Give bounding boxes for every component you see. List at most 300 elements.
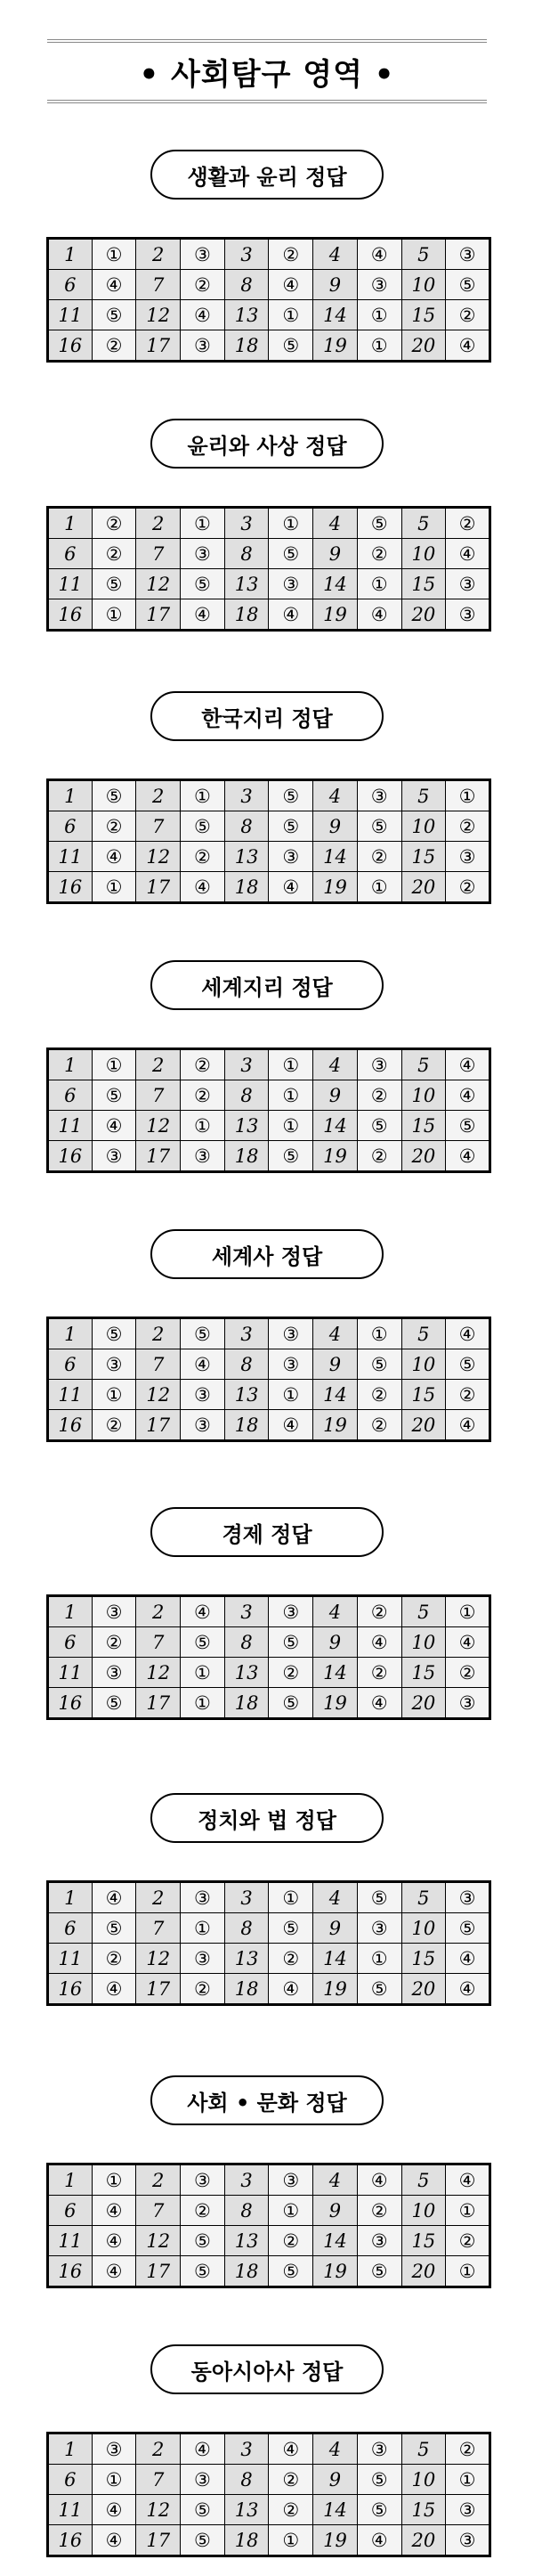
- question-number: 4: [313, 2164, 358, 2196]
- question-number: 10: [401, 2465, 446, 2495]
- answer-cell: ②: [92, 811, 136, 842]
- answer-cell: ④: [92, 2525, 136, 2556]
- answer-cell: ④: [181, 300, 225, 330]
- answer-cell: ③: [446, 1688, 490, 1719]
- answer-cell: ②: [181, 1080, 225, 1111]
- answer-cell: ②: [181, 1049, 225, 1080]
- answer-cell: ②: [446, 1658, 490, 1688]
- question-number: 9: [313, 1080, 358, 1111]
- answer-cell: ⑤: [357, 1349, 401, 1380]
- answer-cell: ①: [92, 239, 136, 270]
- answer-cell: ⑤: [269, 1913, 313, 1944]
- question-number: 17: [136, 872, 181, 903]
- question-number: 13: [224, 1111, 269, 1141]
- table-row: [48, 1111, 490, 1141]
- answer-cell: ③: [446, 1882, 490, 1913]
- answer-cell: ④: [357, 1627, 401, 1658]
- question-number: 6: [48, 1349, 93, 1380]
- question-number: 8: [224, 1349, 269, 1380]
- question-number: 1: [48, 239, 93, 270]
- answer-cell: ④: [92, 2495, 136, 2525]
- answer-cell: ①: [269, 1049, 313, 1080]
- question-number: 1: [48, 780, 93, 811]
- table-row: [48, 2525, 490, 2556]
- question-number: 4: [313, 508, 358, 539]
- section-title: 세계사 정답: [150, 1229, 384, 1279]
- question-number: 12: [136, 2226, 181, 2256]
- answer-cell: ②: [446, 1380, 490, 1410]
- answer-cell: ④: [269, 1974, 313, 2005]
- answer-cell: ④: [92, 2226, 136, 2256]
- question-number: 4: [313, 780, 358, 811]
- question-number: 14: [313, 842, 358, 872]
- question-number: 6: [48, 270, 93, 300]
- answer-cell: ③: [446, 569, 490, 599]
- question-number: 18: [224, 1410, 269, 1441]
- answer-cell: ④: [92, 2256, 136, 2287]
- answer-cell: ⑤: [357, 811, 401, 842]
- question-number: 10: [401, 270, 446, 300]
- question-number: 10: [401, 811, 446, 842]
- question-number: 8: [224, 270, 269, 300]
- answer-cell: ②: [92, 539, 136, 569]
- question-number: 7: [136, 1627, 181, 1658]
- section-title: 사회 • 문화 정답: [150, 2075, 384, 2125]
- answer-cell: ②: [181, 1974, 225, 2005]
- question-number: 6: [48, 1913, 93, 1944]
- question-number: 2: [136, 1596, 181, 1627]
- answer-cell: ④: [181, 2433, 225, 2465]
- answer-cell: ④: [357, 239, 401, 270]
- answer-cell: ⑤: [92, 1688, 136, 1719]
- table-row: [48, 1318, 490, 1349]
- answer-cell: ③: [181, 239, 225, 270]
- answer-cell: ③: [181, 1944, 225, 1974]
- answer-cell: ③: [446, 239, 490, 270]
- question-number: 20: [401, 330, 446, 362]
- answer-cell: ①: [446, 2196, 490, 2226]
- question-number: 9: [313, 1349, 358, 1380]
- question-number: 11: [48, 2226, 93, 2256]
- question-number: 6: [48, 539, 93, 569]
- question-number: 11: [48, 1111, 93, 1141]
- answer-cell: ⑤: [92, 780, 136, 811]
- question-number: 4: [313, 239, 358, 270]
- answer-cell: ③: [181, 1380, 225, 1410]
- answer-cell: ⑤: [181, 2495, 225, 2525]
- question-number: 10: [401, 539, 446, 569]
- question-number: 4: [313, 1882, 358, 1913]
- question-number: 4: [313, 1596, 358, 1627]
- table-row: [48, 1080, 490, 1111]
- question-number: 15: [401, 1111, 446, 1141]
- question-number: 7: [136, 539, 181, 569]
- answer-cell: ①: [92, 872, 136, 903]
- answer-cell: ①: [446, 2256, 490, 2287]
- answer-cell: ④: [446, 1080, 490, 1111]
- question-number: 13: [224, 1380, 269, 1410]
- answer-cell: ⑤: [357, 2465, 401, 2495]
- question-number: 17: [136, 2525, 181, 2556]
- answer-cell: ②: [269, 239, 313, 270]
- question-number: 5: [401, 508, 446, 539]
- answer-cell: ④: [92, 1974, 136, 2005]
- table-row: [48, 2196, 490, 2226]
- answer-cell: ③: [181, 1410, 225, 1441]
- answer-table: [46, 2163, 491, 2288]
- question-number: 17: [136, 1688, 181, 1719]
- page-title: • 사회탐구 영역 •: [139, 56, 395, 93]
- answer-cell: ①: [181, 1913, 225, 1944]
- answer-cell: ④: [92, 1111, 136, 1141]
- answer-cell: ④: [357, 1688, 401, 1719]
- section-title: 경제 정답: [150, 1507, 384, 1557]
- answer-cell: ④: [446, 539, 490, 569]
- answer-cell: ⑤: [446, 1111, 490, 1141]
- question-number: 2: [136, 2433, 181, 2465]
- question-number: 16: [48, 2525, 93, 2556]
- table-row: [48, 1380, 490, 1410]
- table-row: [48, 811, 490, 842]
- answer-cell: ④: [357, 2525, 401, 2556]
- question-number: 3: [224, 1882, 269, 1913]
- answer-cell: ④: [181, 1349, 225, 1380]
- question-number: 19: [313, 330, 358, 362]
- answer-cell: ②: [446, 300, 490, 330]
- question-number: 7: [136, 1080, 181, 1111]
- question-number: 19: [313, 1688, 358, 1719]
- question-number: 20: [401, 1974, 446, 2005]
- question-number: 19: [313, 599, 358, 631]
- question-number: 14: [313, 300, 358, 330]
- question-number: 7: [136, 1349, 181, 1380]
- answer-table: [46, 2432, 491, 2557]
- answer-cell: ①: [269, 2525, 313, 2556]
- table-row: [48, 599, 490, 631]
- answer-cell: ⑤: [92, 569, 136, 599]
- table-row: [48, 2465, 490, 2495]
- answer-cell: ⑤: [357, 2256, 401, 2287]
- question-number: 14: [313, 1111, 358, 1141]
- question-number: 14: [313, 1380, 358, 1410]
- table-row: [48, 2433, 490, 2465]
- section-title: 윤리와 사상 정답: [150, 419, 384, 469]
- question-number: 19: [313, 1974, 358, 2005]
- answer-cell: ①: [92, 1380, 136, 1410]
- question-number: 15: [401, 1380, 446, 1410]
- question-number: 9: [313, 1913, 358, 1944]
- question-number: 4: [313, 1318, 358, 1349]
- answer-cell: ④: [446, 2164, 490, 2196]
- answer-cell: ③: [357, 270, 401, 300]
- question-number: 20: [401, 2525, 446, 2556]
- answer-cell: ⑤: [92, 1318, 136, 1349]
- question-number: 18: [224, 599, 269, 631]
- answer-cell: ⑤: [357, 508, 401, 539]
- answer-cell: ⑤: [357, 1974, 401, 2005]
- question-number: 1: [48, 1049, 93, 1080]
- question-number: 2: [136, 239, 181, 270]
- question-number: 2: [136, 780, 181, 811]
- answer-cell: ③: [269, 569, 313, 599]
- answer-cell: ③: [92, 1658, 136, 1688]
- question-number: 18: [224, 2256, 269, 2287]
- answer-cell: ②: [446, 872, 490, 903]
- answer-cell: ②: [357, 1380, 401, 1410]
- question-number: 12: [136, 1944, 181, 1974]
- section-title: 동아시아사 정답: [150, 2344, 384, 2394]
- table-row: [48, 1658, 490, 1688]
- question-number: 2: [136, 1882, 181, 1913]
- answer-cell: ④: [446, 1944, 490, 1974]
- answer-cell: ④: [446, 1049, 490, 1080]
- answer-cell: ④: [357, 2164, 401, 2196]
- answer-cell: ⑤: [181, 811, 225, 842]
- question-number: 5: [401, 2164, 446, 2196]
- question-number: 10: [401, 2196, 446, 2226]
- answer-cell: ②: [446, 811, 490, 842]
- question-number: 5: [401, 2433, 446, 2465]
- question-number: 3: [224, 1049, 269, 1080]
- answer-cell: ⑤: [269, 330, 313, 362]
- question-number: 14: [313, 569, 358, 599]
- question-number: 18: [224, 330, 269, 362]
- answer-cell: ③: [357, 2226, 401, 2256]
- answer-cell: ①: [181, 1658, 225, 1688]
- answer-cell: ②: [357, 1080, 401, 1111]
- table-row: [48, 539, 490, 569]
- answer-cell: ③: [181, 2465, 225, 2495]
- answer-cell: ④: [446, 1627, 490, 1658]
- question-number: 1: [48, 2433, 93, 2465]
- question-number: 17: [136, 1141, 181, 1172]
- question-number: 3: [224, 1318, 269, 1349]
- question-number: 17: [136, 599, 181, 631]
- question-number: 13: [224, 300, 269, 330]
- answer-table: [46, 237, 491, 363]
- table-row: [48, 2226, 490, 2256]
- answer-cell: ④: [446, 1410, 490, 1441]
- question-number: 5: [401, 1882, 446, 1913]
- answer-cell: ③: [269, 842, 313, 872]
- question-number: 14: [313, 1944, 358, 1974]
- answer-cell: ②: [92, 508, 136, 539]
- answer-cell: ②: [357, 842, 401, 872]
- answer-cell: ①: [181, 508, 225, 539]
- answer-cell: ③: [357, 1913, 401, 1944]
- question-number: 11: [48, 1380, 93, 1410]
- answer-cell: ⑤: [446, 1349, 490, 1380]
- answer-cell: ④: [446, 330, 490, 362]
- answer-cell: ①: [181, 1111, 225, 1141]
- question-number: 15: [401, 569, 446, 599]
- answer-cell: ⑤: [92, 300, 136, 330]
- answer-cell: ⑤: [92, 1080, 136, 1111]
- table-row: [48, 239, 490, 270]
- answer-cell: ③: [357, 1049, 401, 1080]
- answer-cell: ③: [446, 2525, 490, 2556]
- table-row: [48, 1944, 490, 1974]
- question-number: 9: [313, 270, 358, 300]
- answer-cell: ③: [92, 2433, 136, 2465]
- answer-cell: ③: [446, 2495, 490, 2525]
- question-number: 13: [224, 569, 269, 599]
- answer-cell: ⑤: [357, 2495, 401, 2525]
- answer-cell: ①: [181, 1688, 225, 1719]
- answer-cell: ④: [446, 1318, 490, 1349]
- answer-cell: ②: [446, 508, 490, 539]
- question-number: 12: [136, 842, 181, 872]
- question-number: 5: [401, 239, 446, 270]
- question-number: 16: [48, 1410, 93, 1441]
- table-row: [48, 842, 490, 872]
- answer-cell: ③: [181, 539, 225, 569]
- answer-cell: ②: [269, 2226, 313, 2256]
- question-number: 8: [224, 1080, 269, 1111]
- question-number: 12: [136, 1380, 181, 1410]
- answer-cell: ⑤: [357, 1882, 401, 1913]
- answer-cell: ②: [92, 1944, 136, 1974]
- answer-cell: ③: [357, 780, 401, 811]
- answer-cell: ④: [92, 270, 136, 300]
- question-number: 7: [136, 270, 181, 300]
- answer-cell: ⑤: [181, 569, 225, 599]
- question-number: 8: [224, 1627, 269, 1658]
- question-number: 5: [401, 1318, 446, 1349]
- question-number: 8: [224, 2465, 269, 2495]
- question-number: 11: [48, 842, 93, 872]
- question-number: 6: [48, 2196, 93, 2226]
- answer-cell: ①: [357, 872, 401, 903]
- question-number: 10: [401, 1349, 446, 1380]
- answer-cell: ③: [269, 1349, 313, 1380]
- answer-cell: ①: [357, 300, 401, 330]
- answer-cell: ①: [357, 330, 401, 362]
- answer-cell: ④: [181, 599, 225, 631]
- question-number: 16: [48, 1688, 93, 1719]
- answer-cell: ①: [92, 1049, 136, 1080]
- answer-cell: ②: [181, 270, 225, 300]
- question-number: 10: [401, 1080, 446, 1111]
- question-number: 16: [48, 872, 93, 903]
- answer-cell: ③: [181, 2164, 225, 2196]
- answer-cell: ④: [446, 1141, 490, 1172]
- answer-cell: ③: [181, 1141, 225, 1172]
- answer-cell: ③: [92, 1596, 136, 1627]
- question-number: 9: [313, 539, 358, 569]
- question-number: 20: [401, 2256, 446, 2287]
- table-row: [48, 1627, 490, 1658]
- answer-cell: ⑤: [269, 811, 313, 842]
- answer-cell: ④: [446, 1974, 490, 2005]
- answer-cell: ②: [357, 1596, 401, 1627]
- question-number: 4: [313, 2433, 358, 2465]
- question-number: 11: [48, 300, 93, 330]
- answer-cell: ③: [181, 1882, 225, 1913]
- question-number: 18: [224, 1688, 269, 1719]
- question-number: 7: [136, 1913, 181, 1944]
- answer-cell: ②: [92, 1627, 136, 1658]
- question-number: 14: [313, 2495, 358, 2525]
- question-number: 15: [401, 2495, 446, 2525]
- question-number: 4: [313, 1049, 358, 1080]
- question-number: 15: [401, 842, 446, 872]
- question-number: 17: [136, 2256, 181, 2287]
- answer-cell: ③: [92, 1141, 136, 1172]
- question-number: 2: [136, 508, 181, 539]
- answer-cell: ③: [269, 1596, 313, 1627]
- answer-cell: ⑤: [446, 1913, 490, 1944]
- answer-cell: ⑤: [181, 2226, 225, 2256]
- question-number: 1: [48, 2164, 93, 2196]
- answer-cell: ⑤: [181, 1318, 225, 1349]
- question-number: 11: [48, 2495, 93, 2525]
- question-number: 20: [401, 1141, 446, 1172]
- table-row: [48, 872, 490, 903]
- table-row: [48, 1349, 490, 1380]
- answer-cell: ①: [92, 599, 136, 631]
- answer-cell: ⑤: [446, 270, 490, 300]
- question-number: 20: [401, 1688, 446, 1719]
- question-number: 6: [48, 811, 93, 842]
- answer-cell: ③: [181, 330, 225, 362]
- question-number: 12: [136, 2495, 181, 2525]
- question-number: 2: [136, 1049, 181, 1080]
- question-number: 6: [48, 2465, 93, 2495]
- question-number: 16: [48, 1974, 93, 2005]
- table-row: [48, 1688, 490, 1719]
- question-number: 6: [48, 1627, 93, 1658]
- answer-cell: ④: [269, 872, 313, 903]
- question-number: 9: [313, 2196, 358, 2226]
- question-number: 14: [313, 1658, 358, 1688]
- answer-cell: ②: [357, 1658, 401, 1688]
- answer-table: [46, 1880, 491, 2006]
- answer-cell: ②: [269, 2465, 313, 2495]
- answer-cell: ⑤: [269, 2256, 313, 2287]
- answer-cell: ⑤: [181, 1627, 225, 1658]
- answer-cell: ②: [269, 1658, 313, 1688]
- answer-cell: ④: [269, 2433, 313, 2465]
- table-row: [48, 780, 490, 811]
- answer-cell: ⑤: [357, 1111, 401, 1141]
- answer-cell: ②: [269, 2495, 313, 2525]
- question-number: 1: [48, 1882, 93, 1913]
- question-number: 1: [48, 1318, 93, 1349]
- answer-cell: ③: [357, 2433, 401, 2465]
- question-number: 20: [401, 872, 446, 903]
- question-number: 12: [136, 300, 181, 330]
- answer-table: [46, 506, 491, 632]
- answer-cell: ①: [357, 1318, 401, 1349]
- answer-cell: ②: [181, 2196, 225, 2226]
- answer-cell: ②: [446, 2433, 490, 2465]
- table-row: [48, 1596, 490, 1627]
- answer-cell: ②: [357, 1410, 401, 1441]
- answer-cell: ②: [446, 2226, 490, 2256]
- question-number: 3: [224, 2164, 269, 2196]
- answer-cell: ①: [269, 1380, 313, 1410]
- question-number: 1: [48, 1596, 93, 1627]
- answer-cell: ②: [357, 539, 401, 569]
- question-number: 19: [313, 872, 358, 903]
- section-title: 생활과 윤리 정답: [150, 150, 384, 200]
- question-number: 16: [48, 599, 93, 631]
- question-number: 11: [48, 1944, 93, 1974]
- answer-cell: ③: [269, 2164, 313, 2196]
- answer-cell: ③: [446, 599, 490, 631]
- answer-cell: ②: [92, 1410, 136, 1441]
